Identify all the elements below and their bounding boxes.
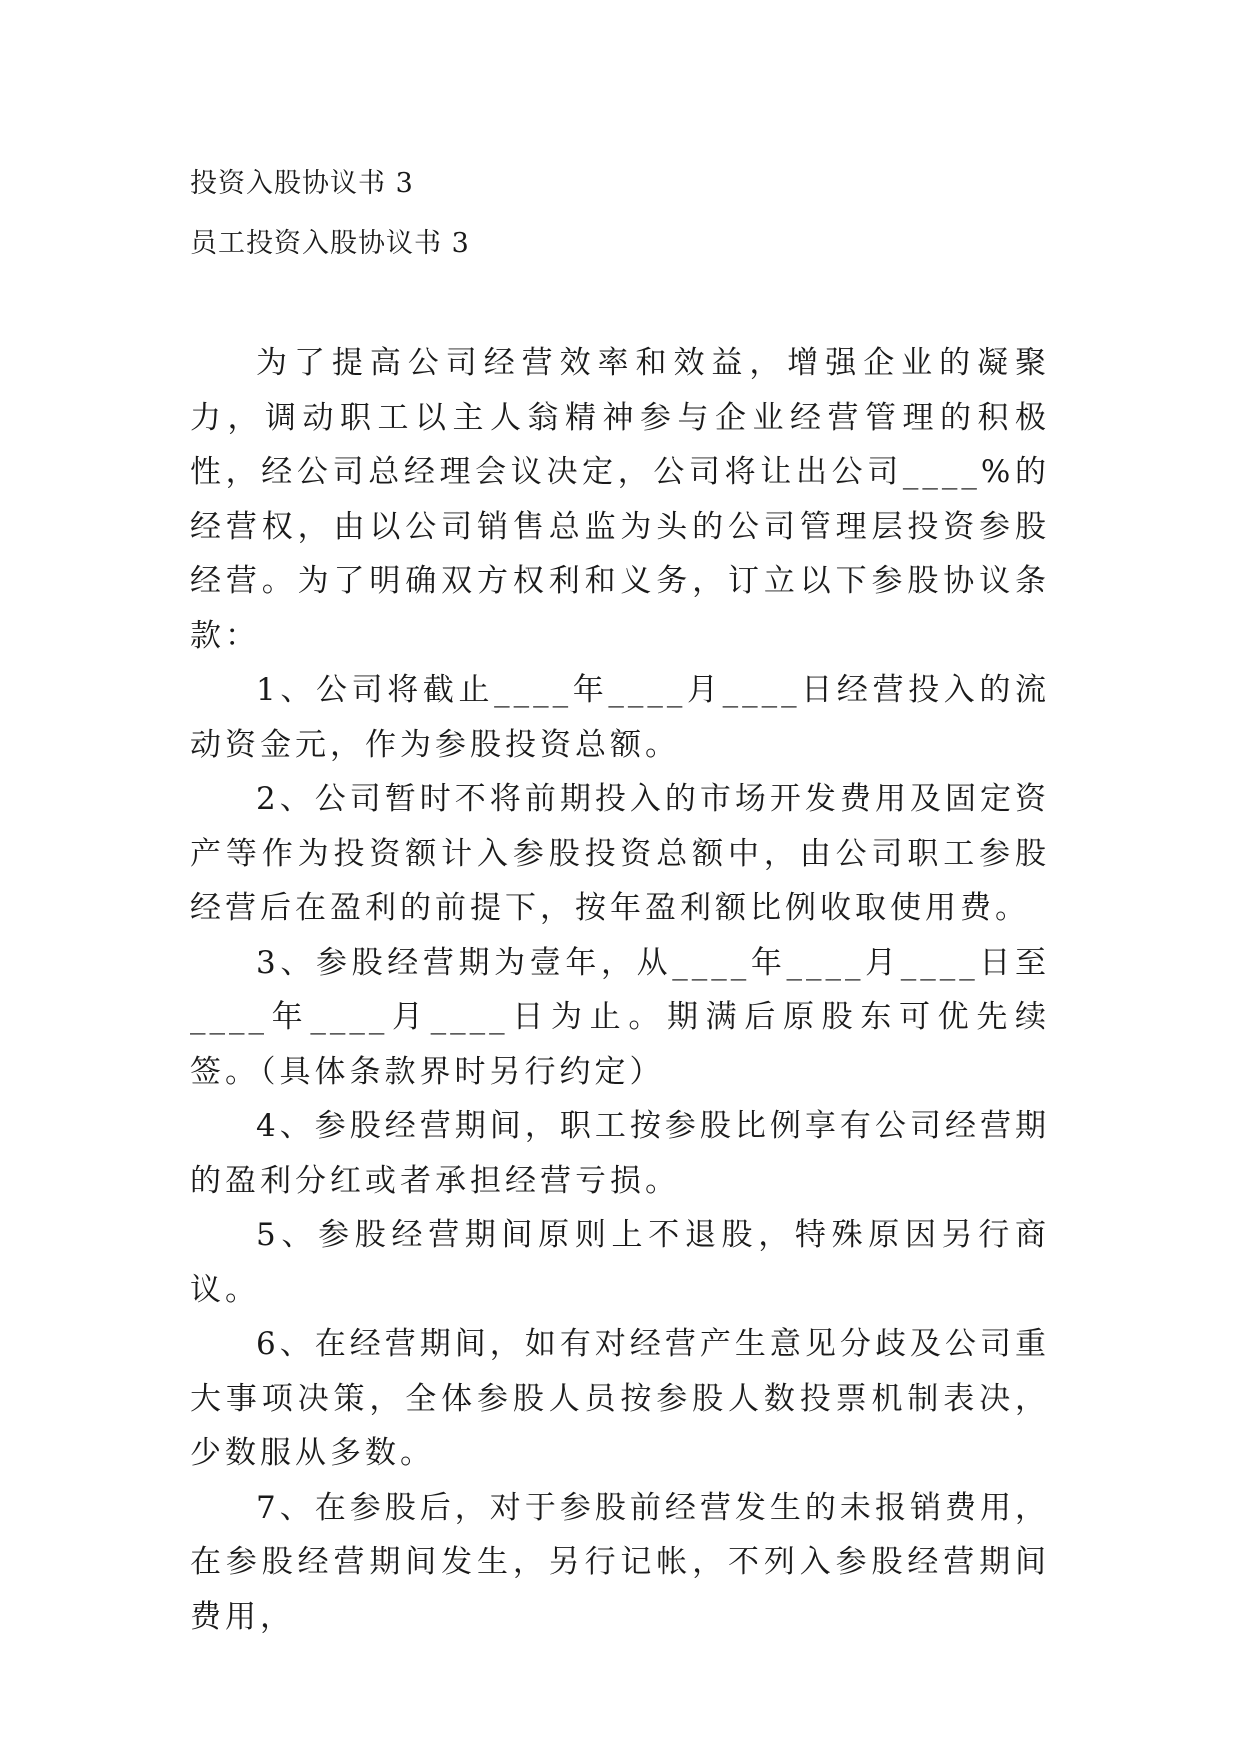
clause-1: 1、公司将截止____年____月____日经营投入的流动资金元，作为参股投资总额。 [190,672,1050,763]
clause-2: 2、公司暂时不将前期投入的市场开发费用及固定资产等作为投资额计入参股投资总额中，由公司职工参股经营后在盈利的前提下，按年盈利额比例收取使用费。 [190,781,1050,926]
document-title: 投资入股协议书 3 [190,168,414,199]
document-body [190,336,1050,1644]
clause-6: 6、在经营期间，如有对经营产生意见分歧及公司重大事项决策，全体参股人员按参股人数投票机制表决，少数服从多数。 [190,1326,1050,1471]
clause-5: 5、参股经营期间原则上不退股，特殊原因另行商议。 [190,1217,1050,1308]
document-subtitle: 员工投资入股协议书 3 [190,228,470,259]
paragraph-intro: 为了提高公司经营效率和效益，增强企业的凝聚力，调动职工以主人翁精神参与企业经营管理的积极性，经公司总经理会议决定，公司将让出公司____%的经营权，由以公司销售总监为头的公司管理层投资参股经营。为了明确双方权利和义务，订立以下参股协议条款： [190,345,1050,654]
clause-4: 4、参股经营期间，职工按参股比例享有公司经营期的盈利分红或者承担经营亏损。 [190,1108,1050,1199]
clause-7: 7、在参股后，对于参股前经营发生的未报销费用，在参股经营期间发生，另行记帐，不列入参股经营期间费用， [190,1489,1050,1635]
clause-3: 3、参股经营期为壹年，从____年____月____日至____年____月____日为止。期满后原股东可优先续签。（具体条款界时另行约定） [190,944,1050,1090]
